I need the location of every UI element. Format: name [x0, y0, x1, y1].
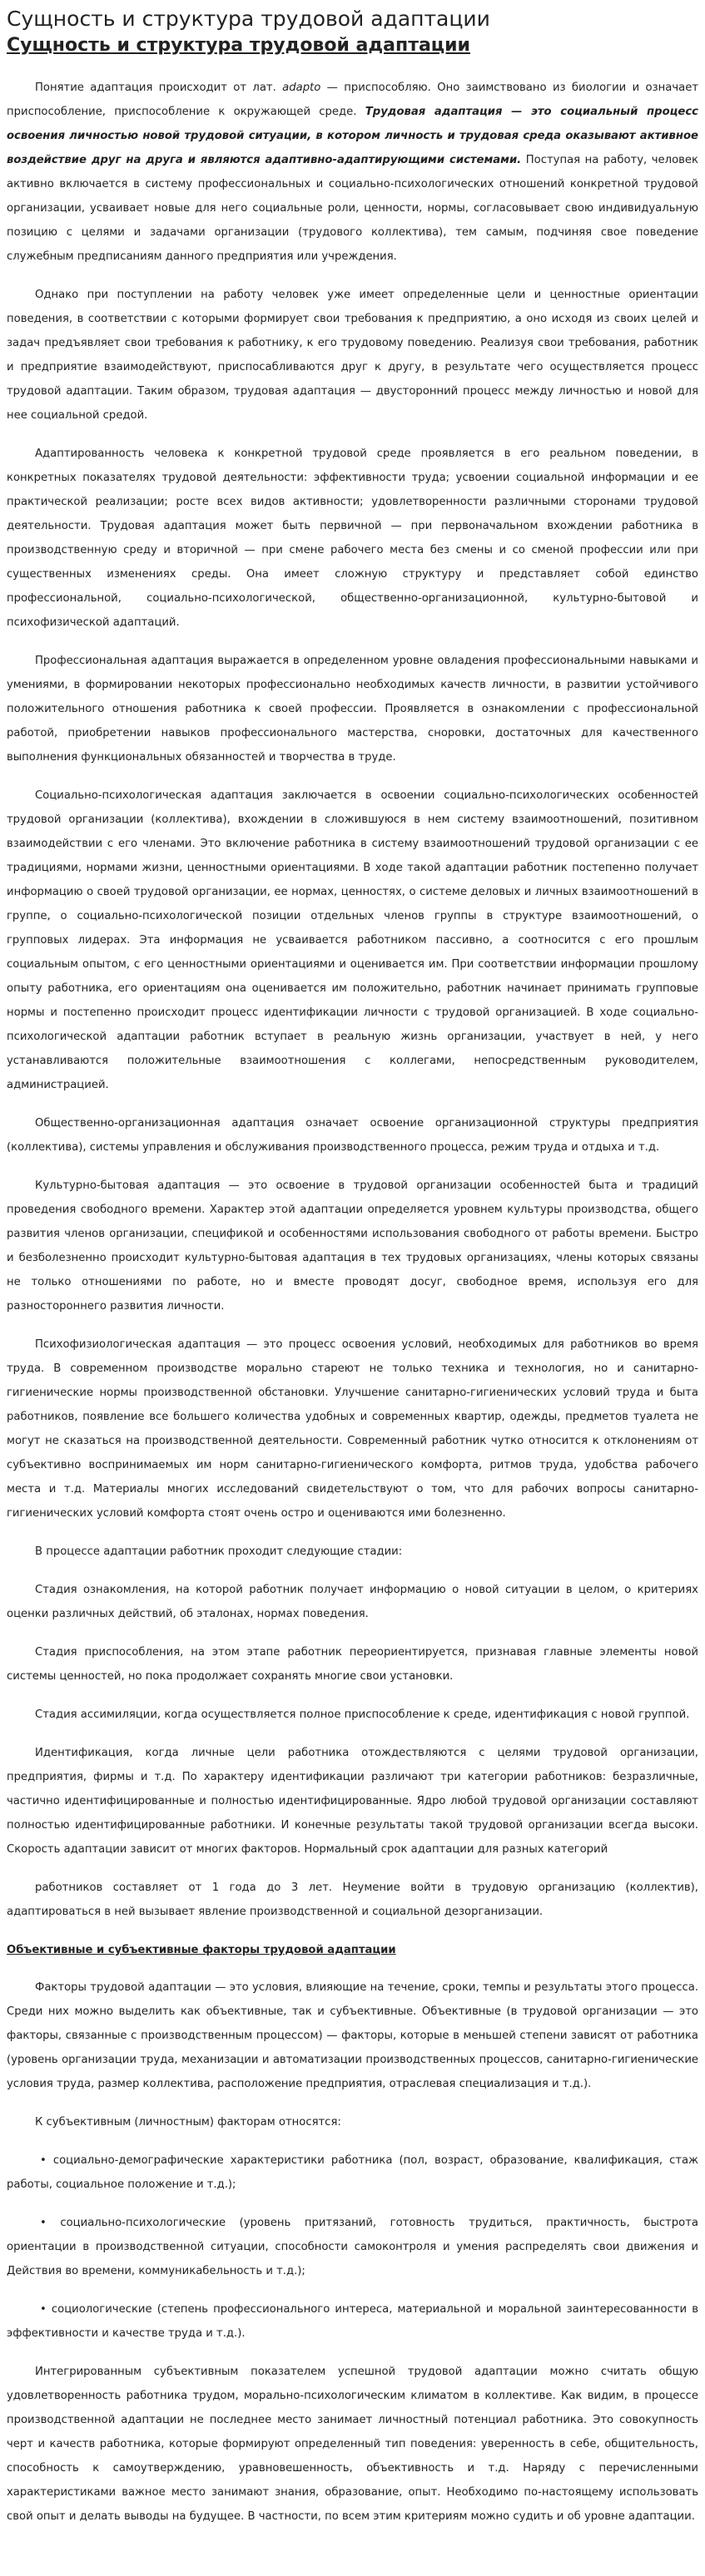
paragraph: К субъективным (личностным) факторам относятся:: [35, 2116, 341, 2129]
paragraph: Социально-психологическая адаптация заключается в освоении социально-психологических особенностей трудовой организации (коллектива), вхождении в сложившуюся в нем систему взаимоотношений, позитивном взаимодействии с его членами. Это включение работника в систему взаимоотношений трудовой организации с ее традициями, нормами жизни, ценностными ориентациями. В ходе такой адаптации работник постепенно получает информацию о своей трудовой организации, ее нормах, ценностях, о системе деловых и личных взаимоотношений в группе, о социально-психологической позиции отдельных членов группы в структуре взаимоотношений, о групповых лидерах. Эта информация не усваивается работником пассивно, а соотносится с его прошлым социальным опытом, с его ценностными ориентациями и оценивается им. При соответствии информации прошлому опыту работника, его ориентациям она оценивается им положительно, работник начинает принимать групповые нормы и постепенно происходит процесс идентификации личности с трудовой организацией. В ходе социально-психологической адаптации работник вступает в реальную жизнь организации, участвует в ней, у него устанавливаются положительные взаимоотношения с коллегами, непосредственным руководителем, администрацией.: [7, 789, 698, 1091]
bullet-item: • социально-психологические (уровень притязаний, готовность трудиться, практичность, быстрота ориентации в производственной ситуации, способности самоконтроля и умения распределять свои движения и Действия во времени, коммуникабельность и т.д.);: [7, 2217, 698, 2277]
closing-paragraph: Интегрированным субъективным показателем успешной трудовой адаптации можно считать общую удовлетворенность работника трудом, морально-психологическим климатом в коллективе. Как видим, в процессе производственной адаптации не последнее место занимает личностный потенциал работника. Это совокупность черт и качеств работника, которые формируют определенный тип поведения: уверенность в себе, общительность, способность к самоутверждению, уравновешенность, объективность и т.д. Наряду с перечисленными характеристиками важное место занимают знания, образование, опыт. Необходимо по-настоящему использовать свой опыт и делать выводы на будущее. В частности, по всем этим критериям можно судить и об уровне адаптации.: [7, 2366, 698, 2523]
paragraph: Однако при поступлении на работу человек уже имеет определенные цели и ценностные ориентации поведения, в соответствии с которыми формирует свои требования к предприятию, а оно исходя из своих целей и задач предъявляет свои требования к работнику, к его трудовому поведению. Реализуя свои требования, работник и предприятие взаимодействуют, приспосабливаются друг к другу, в результате чего осуществляется процесс трудовой адаптации. Таким образом, трудовая адаптация — двусторонний процесс между личностью и новой для нее социальной средой.: [7, 289, 698, 422]
document-heading: Сущность и структура трудовой адаптации: [7, 35, 470, 56]
page-title: Сущность и структура трудовой адаптации: [7, 7, 490, 31]
section-heading-factors: Объективные и субъективные факторы трудовой адаптации: [7, 1944, 396, 1956]
paragraph: Психофизиологическая адаптация — это процесс освоения условий, необходимых для работников во время труда. В современном производстве морально стареют не только техника и технология, но и санитарно-гигиенические нормы производственной обстановки. Улучшение санитарно-гигиенических условий труда и быта работников, появление все большего количества удобных и современных квартир, одежды, предметов туалета не могут не сказаться на производственной деятельности. Современный работник чутко относится к отклонениям от субъективно воспринимаемых им норм санитарно-гигиенического комфорта, ритмов труда, удобства рабочего места и т.д. Материалы многих исследований свидетельствуют о том, что для рабочих вопросы санитарно-гигиенических условий комфорта стоят очень остро и оцениваются ими болезненно.: [7, 1338, 698, 1520]
paragraph: Культурно-бытовая адаптация — это освоение в трудовой организации особенностей быта и традиций проведения свободного времени. Характер этой адаптации определяется уровнем культуры производства, общего развития членов организации, спецификой и особенностями использования свободного от работы времени. Быстро и безболезненно происходит культурно-бытовая адаптация в тех трудовых организациях, члены которых связаны не только отношениями по работе, но и вместе проводят досуг, свободное время, используя его для разностороннего развития личности.: [7, 1179, 698, 1313]
paragraph: работников составляет от 1 года до 3 лет. Неумение войти в трудовую организацию (коллектив), адаптироваться в ней вызывает явление производственной и социальной дезорганизации.: [7, 1881, 698, 1918]
paragraph: Адаптированность человека к конкретной трудовой среде проявляется в его реальном поведении, в конкретных показателях трудовой деятельности: эффективности труда; усвоении социальной информации и ее практической реализации; росте всех видов активности; удовлетворенности различными сторонами трудовой деятельности. Трудовая адаптация может быть первичной — при первоначальном вхождении работника в производственную среду и вторичной — при смене рабочего места без смены и со сменой профессии или при существенных изменениях среды. Она имеет сложную структуру и представляет собой единство профессиональной, социально-психологической, общественно-организационной, культурно-бытовой и психофизической адаптаций.: [7, 447, 698, 629]
definition-highlight: Трудовая адаптация — это социальный процесс освоения личностью новой трудовой ситуации, в котором личность и трудовая среда оказывают активное воздействие друг на друга и являются адаптивно-адаптирующими системами.: [7, 106, 698, 166]
intro-paragraph: Понятие адаптация происходит от лат. adapto — приспособляю. Оно заимствовано из биологии и означает приспособление, приспособление к окружающей среде. Трудовая адаптация — это социальный процесс освоения личностью новой трудовой ситуации, в котором личность и трудовая среда оказывают активное воздействие друг на друга и являются адаптивно-адаптирующими системами. Поступая на работу, человек активно включается в систему профессиональных и социально-психологических отношений конкретной трудовой организации, усваивает новые для него социальные роли, ценности, нормы, согласовывает свою индивидуальную позицию с целями и задачами организации (трудового коллектива), тем самым, подчиняя свое поведение служебным предписаниям данного предприятия или учреждения.: [7, 82, 699, 263]
stage-item: Стадия ознакомления, на которой работник получает информацию о новой ситуации в целом, о критериях оценки различных действий, об эталонах, нормах поведения.: [7, 1584, 698, 1620]
paragraph: Факторы трудовой адаптации — это условия, влияющие на течение, сроки, темпы и результаты этого процесса. Среди них можно выделить как объективные, так и субъективные. Объективные (в трудовой организации — это факторы, связанные с производственным процессом) — факторы, которые в меньшей степени зависят от работника (уровень организации труда, механизации и автоматизации производственных процессов, санитарно-гигиенические условия труда, размер коллектива, расположение предприятия, отраслевая специализация и т.д.).: [7, 1981, 698, 2090]
stage-item: Идентификация, когда личные цели работника отождествляются с целями трудовой организации, предприятия, фирмы и т.д. По характеру идентификации различают три категории работников: безразличные, частично идентифицированные и полностью идентифицированные. Ядро любой трудовой организации составляют полностью идентифицированные работники. И конечные результаты такой трудовой организации всегда высоки. Скорость адаптации зависит от многих факторов. Нормальный срок адаптации для разных категорий: [7, 1747, 698, 1856]
bullet-item: • социологические (степень профессионального интереса, материальной и моральной заинтересованности в эффективности и качестве труда и т.д.).: [7, 2303, 698, 2340]
stages-intro: В процессе адаптации работник проходит следующие стадии:: [35, 1545, 403, 1558]
stage-item: Стадия ассимиляции, когда осуществляется полное приспособление к среде, идентификация с новой группой.: [35, 1708, 690, 1721]
bullet-item: • социально-демографические характеристики работника (пол, возраст, образование, квалификация, стаж работы, социальное положение и т.д.);: [7, 2154, 698, 2191]
paragraph: Общественно-организационная адаптация означает освоение организационной структуры предприятия (коллектива), системы управления и обслуживания производственного процесса, режим труда и отдыха и т.д.: [7, 1117, 698, 1154]
stage-item: Стадия приспособления, на этом этапе работник переориентируется, признавая главные элементы новой системы ценностей, но пока продолжает сохранять многие свои установки.: [7, 1646, 698, 1683]
paragraph: Профессиональная адаптация выражается в определенном уровне овладения профессиональными навыками и умениями, в формировании некоторых профессионально необходимых качеств личности, в развитии устойчивого положительного отношения работника к своей профессии. Проявляется в ознакомлении с профессиональной работой, приобретении навыков профессионального мастерства, сноровки, достаточных для качественного выполнения функциональных обязанностей и творчества в труде.: [7, 655, 698, 764]
